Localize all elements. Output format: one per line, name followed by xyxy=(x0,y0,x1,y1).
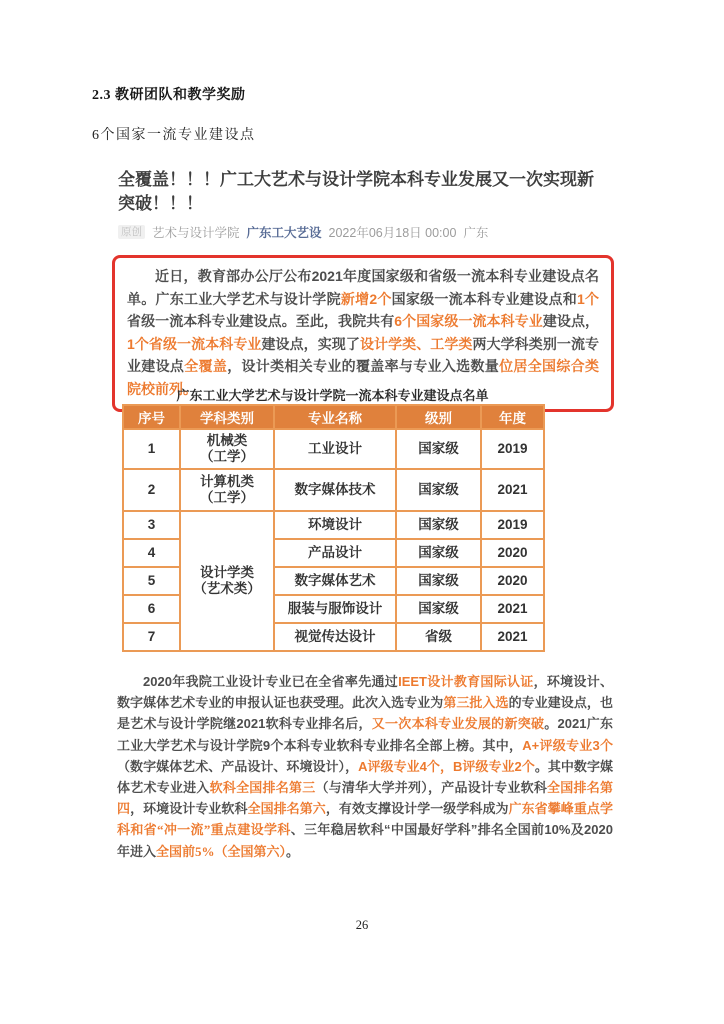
cell-year: 2021 xyxy=(481,595,544,623)
cell-no: 7 xyxy=(123,623,180,651)
table-title: 广东工业大学艺术与设计学院一流本科专业建设点名单 xyxy=(176,388,489,403)
text-segment-dark: 、三年稳居软科“中国最好学科”排名全国前10%及2020年进入 xyxy=(117,822,613,859)
cell-no: 6 xyxy=(123,595,180,623)
text-segment-orange-serif: 全国前5%（全国第六） xyxy=(156,843,287,859)
majors-table xyxy=(122,404,545,652)
text-segment-dark: 国家级一流本科专业建设点和 xyxy=(391,290,577,307)
text-segment-dark: （数字媒体艺术、产品设计、环境设计）， xyxy=(117,758,359,774)
text-segment-dark: ，环境设计专业软科 xyxy=(130,801,248,817)
text-segment-orange: 6个国家级一流本科专业 xyxy=(394,313,543,329)
col-header-no: 序号 xyxy=(123,405,180,429)
highlight-paragraph xyxy=(127,265,599,400)
article-title: 全覆盖！！！广工大艺术与设计学院本科专业发展又一次实现新突破！！！ xyxy=(118,170,594,213)
cell-category xyxy=(180,469,274,511)
table-row xyxy=(123,429,544,469)
cell-major: 服装与服饰设计 xyxy=(274,595,396,623)
category-line2: （工学） xyxy=(200,490,254,505)
cell-level: 国家级 xyxy=(396,511,481,539)
text-segment-dark: 省级一流本科专业建设点。至此，我院共有 xyxy=(127,313,395,329)
cell-level: 国家级 xyxy=(396,429,481,469)
text-segment-dark: 2020年我院工业设计专业已在全省率先通过 xyxy=(143,674,399,689)
col-header-major: 专业名称 xyxy=(274,405,396,429)
text-segment-orange: A评级专业4个，B评级专业2个 xyxy=(358,758,535,774)
cell-major: 环境设计 xyxy=(274,511,396,539)
text-segment-dark: 。其中数字媒体艺术专业进入 xyxy=(117,758,613,796)
text-segment-orange-serif: 软科全国排名第三 xyxy=(209,780,316,796)
category-line2: （工学） xyxy=(200,449,254,464)
cell-major: 视觉传达设计 xyxy=(274,623,396,651)
cell-no: 1 xyxy=(123,429,180,469)
cell-no: 4 xyxy=(123,539,180,567)
text-segment-dark: 两大学科类别一流专业建设点 xyxy=(127,335,600,374)
text-segment-dark: 建设点，实现了 xyxy=(261,335,360,352)
text-segment-dark: （与清华大学并列），产品设计专业软科 xyxy=(315,780,548,796)
table-row xyxy=(123,511,544,539)
text-segment-orange-serif: 全国排名第四 xyxy=(117,780,613,817)
text-segment-orange-serif: 全国排名第六 xyxy=(247,801,326,817)
publish-location: 广东 xyxy=(463,226,489,240)
text-segment-orange: 设计学类、工学类 xyxy=(359,335,473,352)
col-header-year: 年度 xyxy=(481,405,544,429)
cell-major: 工业设计 xyxy=(274,429,396,469)
cell-level: 国家级 xyxy=(396,469,481,511)
cell-category-merged xyxy=(180,511,274,651)
cell-year: 2019 xyxy=(481,429,544,469)
cell-no: 5 xyxy=(123,567,180,595)
text-segment-orange: 全覆盖 xyxy=(184,358,228,374)
account-name-link: 广东工大艺设 xyxy=(246,226,322,240)
text-segment-orange-serif: 广东省攀峰重点学科和省“冲一流”重点建设学科 xyxy=(117,801,613,838)
text-segment-orange: IEET设计教育国际认证 xyxy=(398,674,534,689)
article-byline xyxy=(118,224,588,240)
table-header-row xyxy=(123,405,544,429)
section-heading: 2.3 教研团队和教学奖励 xyxy=(92,88,246,103)
table-row xyxy=(123,469,544,511)
text-segment-orange: 1个 xyxy=(576,290,599,307)
text-segment-orange: 第三批入选 xyxy=(443,695,509,711)
cell-major: 数字媒体技术 xyxy=(274,469,396,511)
text-segment-dark: 的专业建设点，也是艺术与设计学院继2021软科专业排名后， xyxy=(117,695,613,732)
page-number: 26 xyxy=(355,918,369,932)
cell-level: 国家级 xyxy=(396,539,481,567)
text-segment-dark: 近日，教育部办公厅公布2021年度国家级和省级一流本科专业建设点名单。广东工业大学艺术与设计学院 xyxy=(127,268,599,307)
text-segment-dark: ，设计类相关专业的覆盖率与专业入选数量 xyxy=(227,358,500,374)
cell-year: 2019 xyxy=(481,511,544,539)
cell-year: 2020 xyxy=(481,539,544,567)
cell-year: 2021 xyxy=(481,623,544,651)
cell-no: 2 xyxy=(123,469,180,511)
category-line1: 设计学类 xyxy=(200,565,254,580)
section-subheading: 6个国家一流专业建设点 xyxy=(92,128,256,143)
original-badge: 原创 xyxy=(118,225,145,239)
cell-major: 数字媒体艺术 xyxy=(274,567,396,595)
col-header-level: 级别 xyxy=(396,405,481,429)
category-line2: （艺术类） xyxy=(193,581,261,596)
text-segment-dark: ，环境设计、数字媒体艺术专业的申报认证也获受理。此次入选专业为 xyxy=(117,674,613,711)
text-segment-orange: 1个省级一流本科专业 xyxy=(127,335,262,352)
cell-year: 2020 xyxy=(481,567,544,595)
cell-major: 产品设计 xyxy=(274,539,396,567)
cell-level: 省级 xyxy=(396,623,481,651)
publish-datetime: 2022年06月18日 00:00 xyxy=(328,226,457,240)
col-header-category: 学科类别 xyxy=(180,405,274,429)
category-line1: 机械类 xyxy=(206,433,248,448)
text-segment-orange: 又一次本科专业发展的新突破 xyxy=(371,716,545,732)
cell-level: 国家级 xyxy=(396,595,481,623)
cell-level: 国家级 xyxy=(396,567,481,595)
cell-year: 2021 xyxy=(481,469,544,511)
cell-category xyxy=(180,429,274,469)
text-segment-dark: ，有效支撑设计学一级学科成为 xyxy=(325,801,509,817)
text-segment-orange: A+评级专业3个 xyxy=(522,737,613,753)
text-segment-dark: 。 xyxy=(286,843,300,859)
text-segment-dark: 。2021广东工业大学艺术与设计学院9个本科专业软科专业排名全部上榜。其中， xyxy=(117,716,613,753)
cell-no: 3 xyxy=(123,511,180,539)
closing-paragraph xyxy=(117,671,613,862)
text-segment-orange: 新增2个 xyxy=(340,290,392,307)
text-segment-orange: 位居全国综合类院校前列。 xyxy=(127,358,599,397)
category-line1: 计算机类 xyxy=(200,474,254,489)
article-author: 艺术与设计学院 xyxy=(152,226,240,240)
text-segment-dark: 建设点， xyxy=(542,313,600,329)
